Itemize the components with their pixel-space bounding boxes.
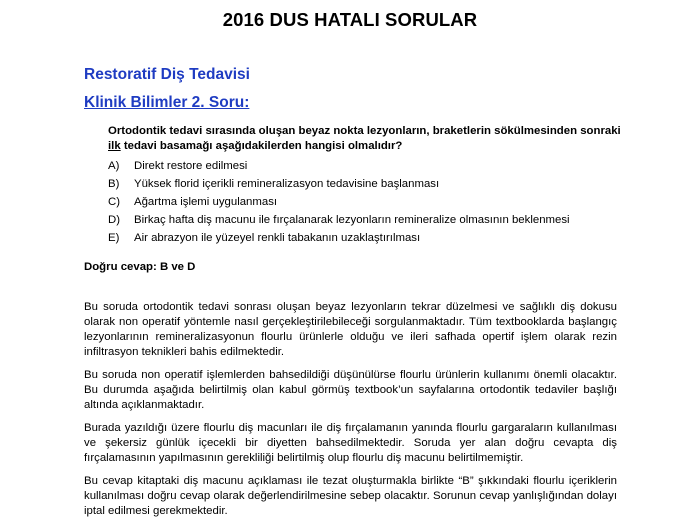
explanation-paragraph: Bu cevap kitaptaki diş macunu açıklaması ile tezat oluşturmakla birlikte “B” şıkkındaki flourlu içeriklerin kullanılması doğru cevap olarak değerlendirilmesine sebep olacaktır. Sorunun cevap yanlışlığından dolayı iptal edilmesi gerekmektedir. — [84, 475, 617, 517]
option-text: Ağartma işlemi uygulanması — [134, 196, 278, 208]
option-a — [108, 157, 628, 175]
option-letter: E) — [108, 232, 120, 244]
option-letter: A) — [108, 160, 120, 172]
options-list — [108, 157, 628, 247]
question-emphasis: ilk — [108, 140, 121, 152]
option-text: Yüksek florid içerikli remineralizasyon tedavisine başlanması — [134, 178, 440, 190]
option-letter: C) — [108, 196, 121, 208]
page-title: 2016 DUS HATALI SORULAR — [222, 9, 478, 30]
option-letter: B) — [108, 178, 120, 190]
explanation-body — [84, 300, 617, 527]
explanation-paragraph: Bu soruda ortodontik tedavi sonrası oluşan beyaz lezyonların tekrar düzelmesi ve sağlıklı diş dokusu olarak non operatif yöntemle nasıl gerçekleştirilebileceği sorgulanmaktadır. Tüm textbooklarda başlangıç lezyonlarının remineralizasyonun flourlu ürünlerle olduğu ve ileri safhada opertif işlem olarak rezin infiltrasyon teknikleri bahis edilmektedir. — [84, 301, 617, 358]
question-text-start: Ortodontik tedavi sırasında oluşan beyaz nokta lezyonların, braketlerin sökülmesinden sonraki — [108, 125, 621, 137]
option-b — [108, 175, 628, 193]
correct-answer: Doğru cevap: B ve D — [84, 261, 196, 273]
option-letter: D) — [108, 214, 121, 226]
option-text: Direkt restore edilmesi — [134, 160, 248, 172]
subject-heading: Restoratif Diş Tedavisi — [84, 66, 250, 83]
explanation-paragraph: Bu soruda non operatif işlemlerden bahsedildiği düşünülürse flourlu ürünlerin kullanımı önemli olacaktır. Bu durumda aşağıda belirtilmiş olan kabul görmüş textbook’un sayfalarına ortodontik tedaviler başlığı altında açıklanmaktadır. — [84, 369, 617, 411]
explanation-paragraph: Burada yazıldığı üzere flourlu diş macunları ile diş fırçalamanın yanında flourlu gargaraların kullanılması ve şekersiz günlük içecekli bir diyetten bahsedilmektedir. Soruda yer alan doğru cevapta diş fırçalamasının yapılmasının gerekliliği belirtilmiş olup flourlu diş macunu belirtilmemiştir. — [84, 422, 617, 464]
question-text — [108, 124, 628, 154]
question-reference-heading: Klinik Bilimler 2. Soru: — [84, 94, 250, 111]
option-c — [108, 193, 628, 211]
option-text: Birkaç hafta diş macunu ile fırçalanarak lezyonların remineralize olmasının beklenmesi — [134, 214, 570, 226]
option-text: Air abrazyon ile yüzeyel renkli tabakanın uzaklaştırılması — [134, 232, 421, 244]
question-text-end: tedavi basamağı aşağıdakilerden hangisi olmalıdır? — [120, 140, 403, 152]
option-d — [108, 211, 628, 229]
option-e — [108, 229, 628, 247]
